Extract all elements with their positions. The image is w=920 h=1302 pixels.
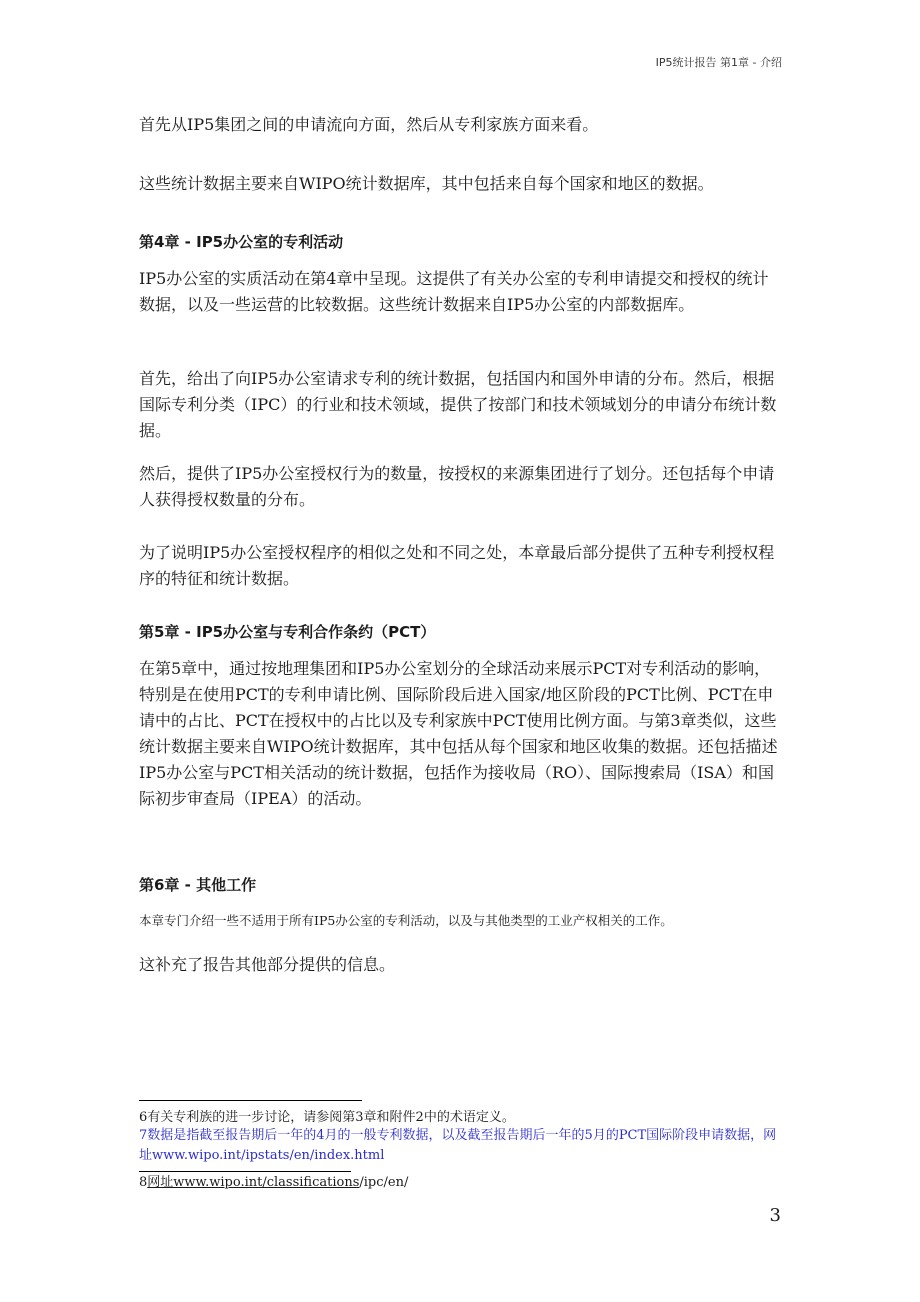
footnote-8-number: 8 bbox=[139, 1175, 148, 1190]
chapter-6-paragraph-1: 本章专门介绍一些不适用于所有IP5办公室的专利活动，以及与其他类型的工业产权相关的工作。 bbox=[139, 913, 673, 928]
page-number: 3 bbox=[769, 1205, 781, 1226]
footnote-8-path: /ipc/en/ bbox=[359, 1175, 409, 1190]
chapter-4-paragraph-3: 然后，提供了IP5办公室授权行为的数量，按授权的来源集团进行了划分。还包括每个申请人获得授权数量的分布。 bbox=[139, 464, 775, 509]
footnote-7: 7数据是指截至报告期后一年的4月的一般专利数据，以及截至报告期后一年的5月的PCT国际阶段申请数据，网址www.wipo.int/ipstats/en/index.html bbox=[139, 1128, 777, 1163]
chapter-4-paragraph-1: IP5办公室的实质活动在第4章中呈现。这提供了有关办公室的专利申请提交和授权的统计数据，以及一些运营的比较数据。这些统计数据来自IP5办公室的内部数据库。 bbox=[139, 269, 769, 314]
chapter-6-heading: 第6章 - 其他工作 bbox=[139, 876, 257, 894]
chapter-6-paragraph-2: 这补充了报告其他部分提供的信息。 bbox=[139, 955, 396, 974]
footnote-link-underline bbox=[139, 1171, 351, 1172]
chapter-4-heading: 第4章 - IP5办公室的专利活动 bbox=[139, 233, 344, 251]
intro-paragraph-1: 首先从IP5集团之间的申请流向方面，然后从专利家族方面来看。 bbox=[139, 115, 599, 134]
intro-paragraph-2: 这些统计数据主要来自WIPO统计数据库，其中包括来自每个国家和地区的数据。 bbox=[139, 174, 714, 193]
footnote-separator bbox=[139, 1100, 362, 1101]
running-header: IP5统计报告 第1章 - 介绍 bbox=[655, 56, 782, 69]
chapter-4-paragraph-4: 为了说明IP5办公室授权程序的相似之处和不同之处，本章最后部分提供了五种专利授权程序的特征和统计数据。 bbox=[139, 543, 775, 588]
chapter-4-paragraph-2: 首先，给出了向IP5办公室请求专利的统计数据，包括国内和国外申请的分布。然后，根据国际专利分类（IPC）的行业和技术领域，提供了按部门和技术领域划分的申请分布统计数据。 bbox=[139, 369, 777, 440]
footnote-6: 6有关专利族的进一步讨论，请参阅第3章和附件2中的术语定义。 bbox=[139, 1110, 515, 1125]
footnote-8-link[interactable]: 网址www.wipo.int/classifications bbox=[147, 1175, 360, 1190]
chapter-5-paragraph-1: 在第5章中，通过按地理集团和IP5办公室划分的全球活动来展示PCT对专利活动的影响，特别是在使用PCT的专利申请比例、国际阶段后进入国家/地区阶段的PCT比例、PCT在申请中的占比、PCT在授权中的占比以及专利家族中PCT使用比例方面。与第3章类似，这些统计数据主要来自WIPO统计数据库，其中包括从每个国家和地区收集的数据。还包括描述IP5办公室与PCT相关活动的统计数据，包括作为接收局（RO）、国际搜索局（ISA）和国际初步审查局（IPEA）的活动。 bbox=[139, 659, 778, 808]
chapter-5-heading: 第5章 - IP5办公室与专利合作条约（PCT） bbox=[139, 623, 436, 641]
footnote-8 bbox=[139, 1173, 779, 1193]
